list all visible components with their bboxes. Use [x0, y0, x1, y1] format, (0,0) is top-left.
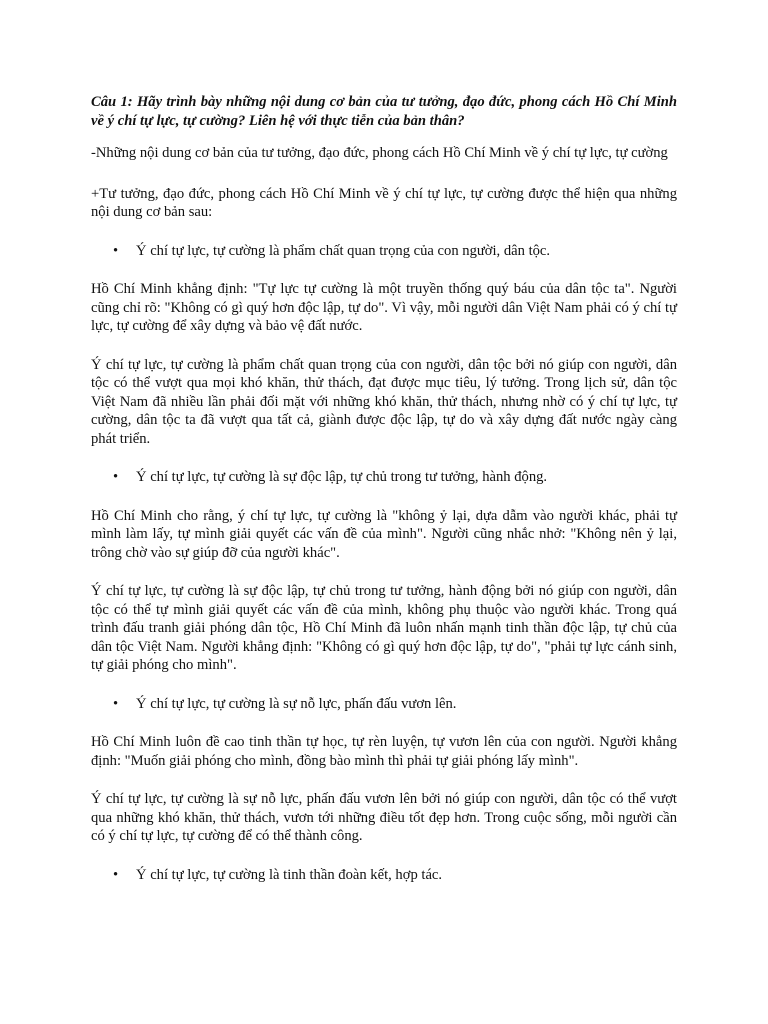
bullet-icon: • — [113, 695, 119, 712]
bullet-text: Ý chí tự lực, tự cường là tinh thần đoàn kết, hợp tác. — [136, 866, 443, 883]
bullet-item — [91, 695, 677, 714]
bullet-item — [91, 242, 677, 261]
body-paragraph: Ý chí tự lực, tự cường là sự nỗ lực, phấn đấu vươn lên bởi nó giúp con người, dân tộc có thể vượt qua những khó khăn, thử thách, vươn tới những điều tốt đẹp hơn. Trong cuộc sống, mỗi người cần có ý chí tự lực, tự cường để có thể thành công. — [91, 791, 677, 844]
bullet-icon: • — [113, 866, 119, 883]
question-heading: Câu 1: Hãy trình bày những nội dung cơ bản của tư tưởng, đạo đức, phong cách Hồ Chí Minh về ý chí tự lực, tự cường? Liên hệ với thực tiễn của bản thân? — [91, 94, 677, 129]
body-paragraph: Ý chí tự lực, tự cường là sự độc lập, tự chủ trong tư tưởng, hành động bởi nó giúp con người, dân tộc có thể tự mình giải quyết các vấn đề của mình, không phụ thuộc vào người khác. Trong quá trình đấu tranh giải phóng dân tộc, Hồ Chí Minh đã luôn nhấn mạnh tinh thần độc lập, tự chủ của dân tộc Việt Nam. Người khẳng định: "Không có gì quý hơn độc lập, tự do", "phải tự lực cánh sinh, tự giải phóng cho mình". — [91, 583, 677, 673]
bullet-icon: • — [113, 469, 119, 485]
bullet-text: Ý chí tự lực, tự cường là sự nỗ lực, phấn đấu vươn lên. — [136, 695, 457, 712]
bullet-text: Ý chí tự lực, tự cường là phẩm chất quan trọng của con người, dân tộc. — [136, 242, 551, 259]
lead-paragraph: +Tư tưởng, đạo đức, phong cách Hồ Chí Minh về ý chí tự lực, tự cường được thể hiện qua những nội dung cơ bản sau: — [91, 185, 677, 220]
bullet-item — [91, 468, 677, 487]
intro-paragraph: -Những nội dung cơ bản của tư tưởng, đạo đức, phong cách Hồ Chí Minh về ý chí tự lực, tự cường — [91, 145, 668, 161]
bullet-item — [91, 866, 677, 885]
bullet-icon: • — [113, 242, 119, 259]
bullet-text: Ý chí tự lực, tự cường là sự độc lập, tự chủ trong tư tưởng, hành động. — [136, 469, 548, 485]
body-paragraph: Hồ Chí Minh cho rằng, ý chí tự lực, tự cường là "không ỷ lại, dựa dẫm vào người khác, phải tự mình làm lấy, tự mình giải quyết các vấn đề của mình". Người cũng nhắc nhở: "Không nên ỷ lại, trông chờ vào sự giúp đỡ của người khác". — [91, 507, 677, 561]
body-paragraph: Hồ Chí Minh khẳng định: "Tự lực tự cường là một truyền thống quý báu của dân tộc ta". Người cũng chỉ rõ: "Không có gì quý hơn độc lập, tự do". Vì vậy, mỗi người dân Việt Nam phải có ý chí tự lực, tự cường để xây dựng và bảo vệ đất nước. — [91, 281, 677, 334]
body-paragraph: Ý chí tự lực, tự cường là phẩm chất quan trọng của con người, dân tộc bởi nó giúp con người, dân tộc có thể vượt qua mọi khó khăn, thử thách, đạt được mục tiêu, lý tưởng. Trong lịch sử, dân tộc Việt Nam đã nhiều lần phải đối mặt với những khó khăn, thử thách, nhưng nhờ có ý chí tự lực, tự cường, dân tộc ta đã vượt qua tất cả, giành được độc lập, tự do và xây dựng đất nước ngày càng phát triển. — [91, 356, 677, 447]
document-page — [91, 93, 677, 884]
body-paragraph: Hồ Chí Minh luôn đề cao tinh thần tự học, tự rèn luyện, tự vươn lên của con người. Người khẳng định: "Muốn giải phóng cho mình, đồng bào mình thì phải tự giải phóng lấy mình". — [91, 734, 677, 769]
